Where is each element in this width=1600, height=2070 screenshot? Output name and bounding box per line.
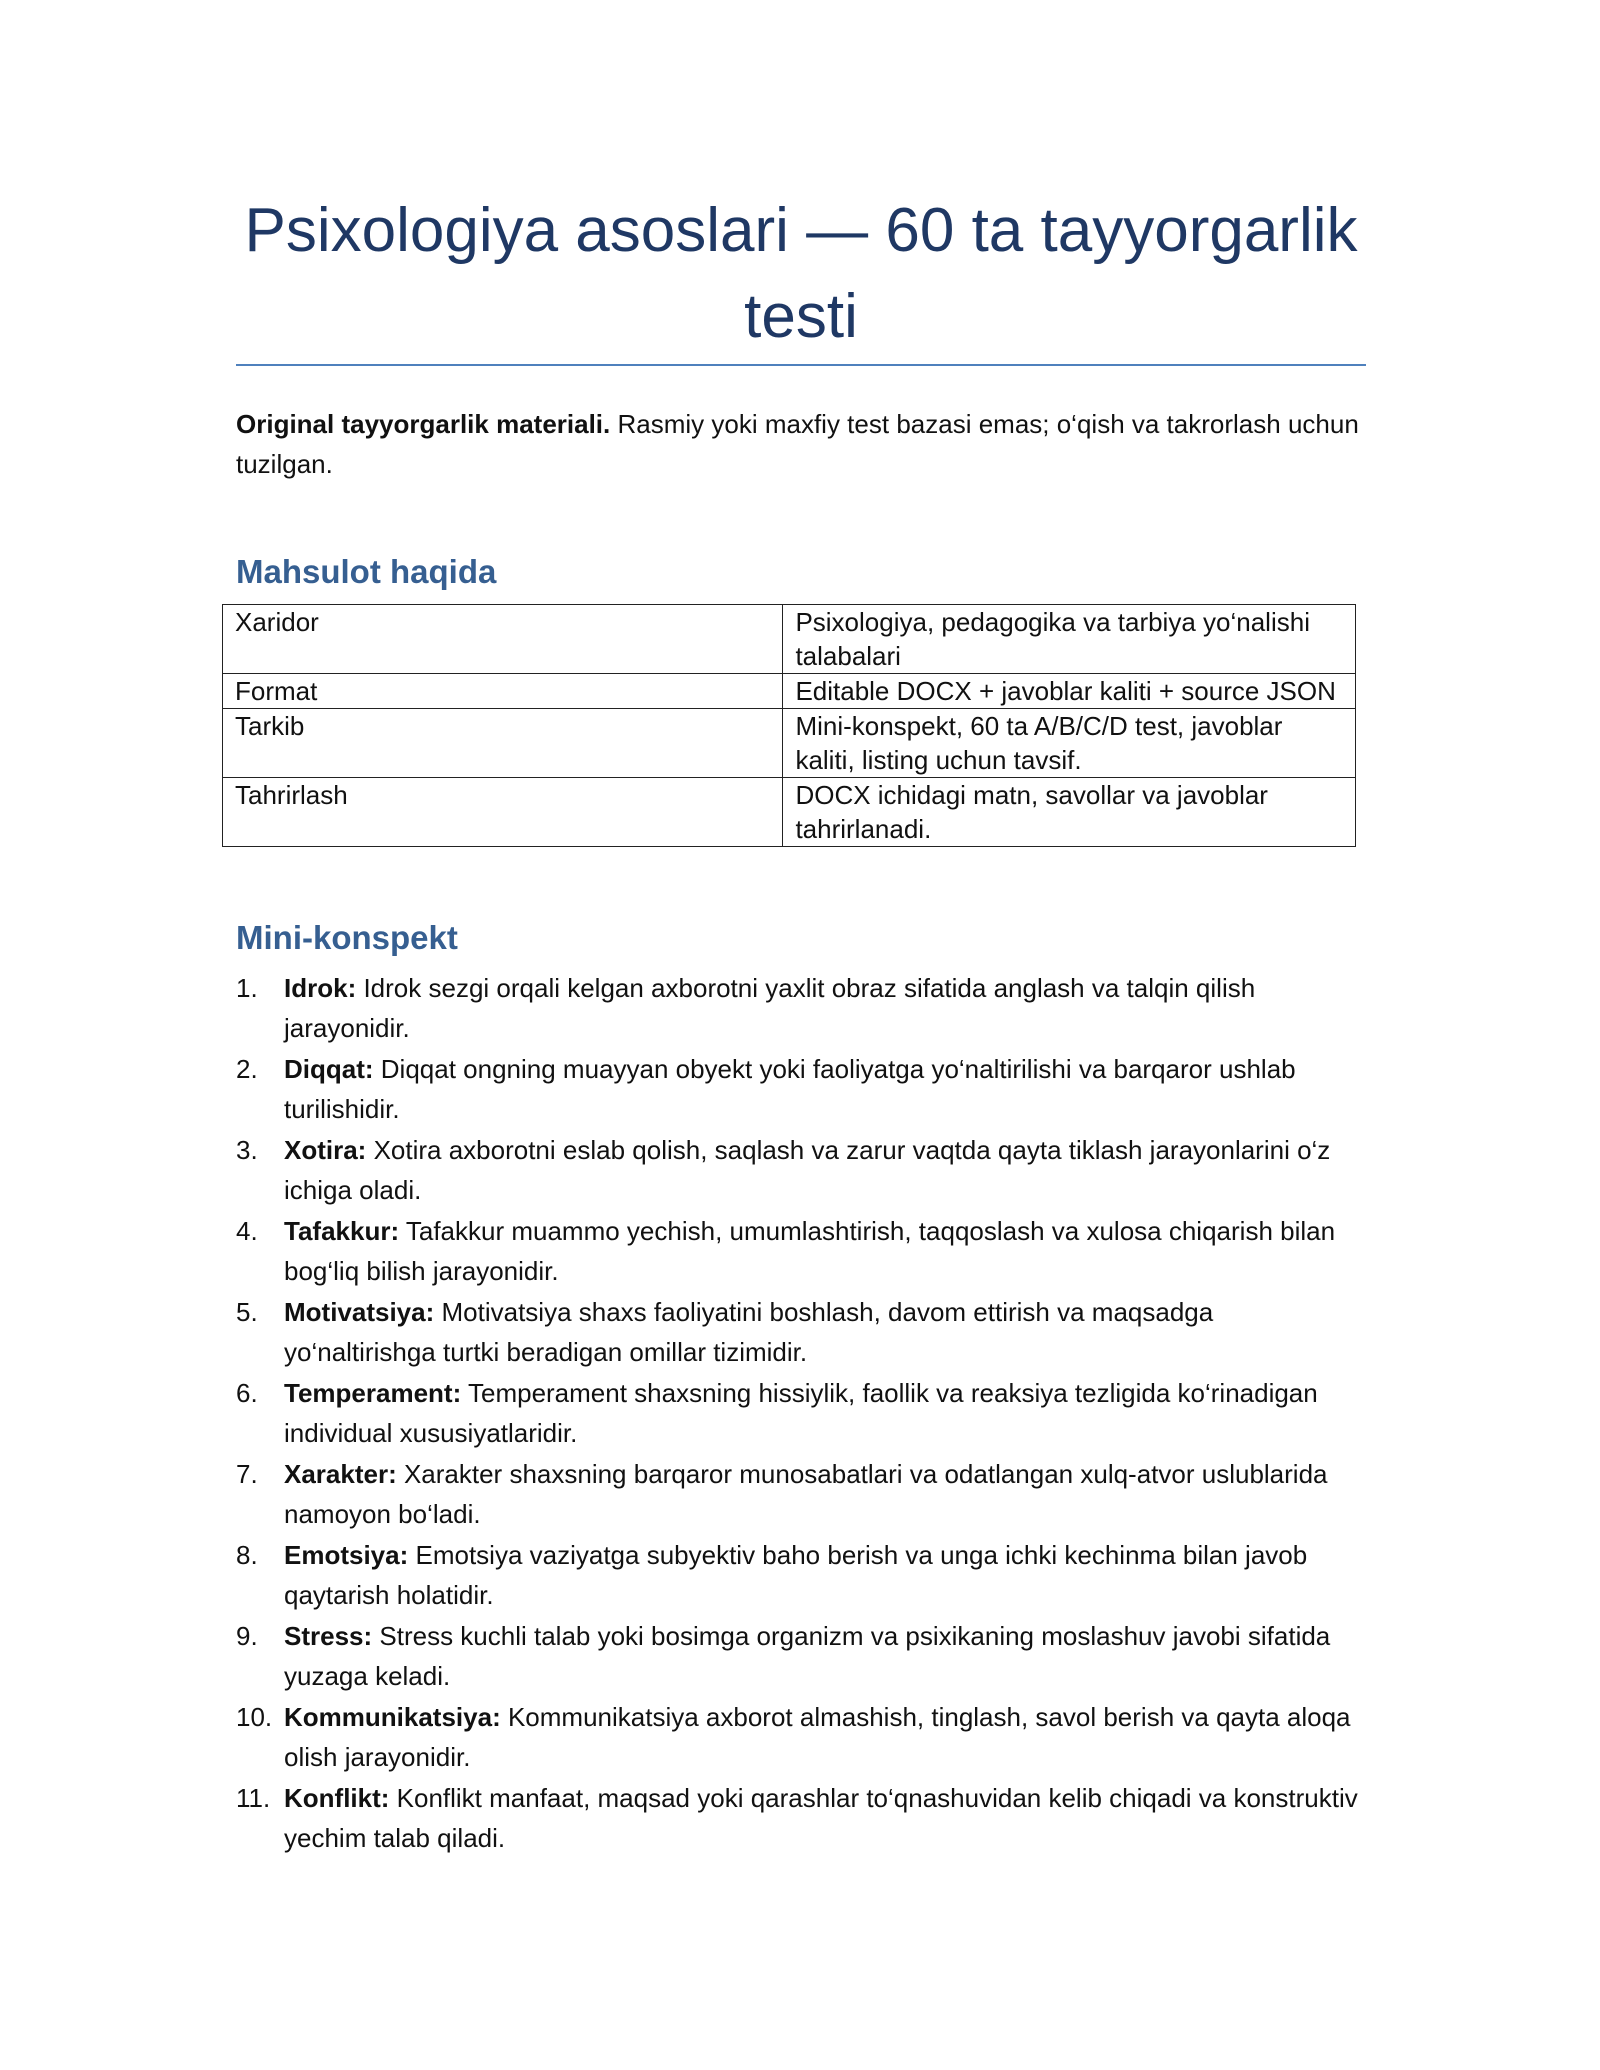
list-term: Temperament:: [284, 1378, 462, 1408]
list-number: 10.: [236, 1702, 273, 1732]
list-text: Motivatsiya shaxs faoliyatini boshlash, davom ettirish va maqsadga yo‘naltirishga turtki beradigan omillar tizimidir.: [284, 1297, 1214, 1367]
list-text: Idrok sezgi orqali kelgan axborotni yaxlit obraz sifatida anglash va talqin qilish jarayonidir.: [284, 973, 1256, 1043]
list-text: Xotira axborotni eslab qolish, saqlash va zarur vaqtda qayta tiklash jarayonlarini o‘z ichiga oladi.: [284, 1135, 1331, 1205]
list-term: Idrok:: [284, 973, 357, 1003]
list-text: Kommunikatsiya axborot almashish, tinglash, savol berish va qayta aloqa olish jarayonidir.: [284, 1702, 1351, 1772]
list-text: Temperament shaxsning hissiylik, faollik va reaksiya tezligida ko‘rinadigan individual xususiyatlaridir.: [284, 1378, 1318, 1448]
list-term: Stress:: [284, 1621, 373, 1651]
list-term: Kommunikatsiya:: [284, 1702, 501, 1732]
list-item: [236, 1616, 1366, 1696]
list-item: [236, 1211, 1366, 1291]
konspekt-list: [236, 968, 1366, 1859]
list-term: Tafakkur:: [284, 1216, 400, 1246]
table-cell-key: Xaridor: [223, 605, 783, 674]
list-term: Motivatsiya:: [284, 1297, 435, 1327]
list-term: Diqqat:: [284, 1054, 374, 1084]
list-item: [236, 1292, 1366, 1372]
list-item: [236, 1778, 1366, 1858]
table-cell-value: DOCX ichidagi matn, savollar va javoblar tahrirlanadi.: [783, 778, 1356, 847]
product-info-table: [222, 604, 1356, 847]
list-text: Konflikt manfaat, maqsad yoki qarashlar to‘qnashuvidan kelib chiqadi va konstruktiv yechim talab qiladi.: [284, 1783, 1358, 1853]
list-text: Diqqat ongning muayyan obyekt yoki faoliyatga yo‘naltirilishi va barqaror ushlab turilishidir.: [284, 1054, 1296, 1124]
list-text: Emotsiya vaziyatga subyektiv baho berish va unga ichki kechinma bilan javob qaytarish holatidir.: [284, 1540, 1308, 1610]
table-row: [223, 778, 1356, 847]
table-cell-value: Mini-konspekt, 60 ta A/B/C/D test, javoblar kaliti, listing uchun tavsif.: [783, 709, 1356, 778]
list-item: [236, 1697, 1366, 1777]
list-number: 1.: [236, 973, 258, 1003]
list-text: Xarakter shaxsning barqaror munosabatlari va odatlangan xulq-atvor uslublarida namoyon bo‘ladi.: [284, 1459, 1328, 1529]
list-item: [236, 1049, 1366, 1129]
list-term: Xarakter:: [284, 1459, 397, 1489]
table-row: [223, 674, 1356, 709]
list-term: Konflikt:: [284, 1783, 390, 1813]
list-number: 4.: [236, 1216, 258, 1246]
list-term: Xotira:: [284, 1135, 367, 1165]
konspekt-heading: Mini-konspekt: [236, 919, 458, 956]
list-number: 5.: [236, 1297, 258, 1327]
list-item: [236, 1454, 1366, 1534]
table-cell-value: Psixologiya, pedagogika va tarbiya yo‘nalishi talabalari: [783, 605, 1356, 674]
intro-bold-lead: Original tayyorgarlik materiali.: [236, 409, 611, 439]
table-row: [223, 605, 1356, 674]
document-title: Psixologiya asoslari — 60 ta tayyorgarlik testi: [244, 196, 1358, 351]
table-cell-value: Editable DOCX + javoblar kaliti + source JSON: [783, 674, 1356, 709]
table-cell-key: Tahrirlash: [223, 778, 783, 847]
table-row: [223, 709, 1356, 778]
list-item: [236, 968, 1366, 1048]
list-item: [236, 1373, 1366, 1453]
list-text: Stress kuchli talab yoki bosimga organizm va psixikaning moslashuv javobi sifatida yuzaga keladi.: [284, 1621, 1331, 1691]
list-number: 7.: [236, 1459, 258, 1489]
table-cell-key: Tarkib: [223, 709, 783, 778]
list-number: 6.: [236, 1378, 258, 1408]
table-cell-key: Format: [223, 674, 783, 709]
intro-text: Rasmiy yoki maxfiy test bazasi emas; o‘qish va takrorlash uchun tuzilgan.: [236, 409, 1359, 479]
list-term: Emotsiya:: [284, 1540, 409, 1570]
list-number: 11.: [236, 1783, 271, 1813]
list-number: 2.: [236, 1054, 258, 1084]
intro-paragraph: [236, 404, 1366, 484]
list-number: 8.: [236, 1540, 258, 1570]
list-number: 9.: [236, 1621, 258, 1651]
title-underline: [236, 364, 1366, 366]
list-number: 3.: [236, 1135, 258, 1165]
product-heading: Mahsulot haqida: [236, 553, 497, 590]
list-text: Tafakkur muammo yechish, umumlashtirish, taqqoslash va xulosa chiqarish bilan bog‘liq bilish jarayonidir.: [284, 1216, 1336, 1286]
list-item: [236, 1130, 1366, 1210]
list-item: [236, 1535, 1366, 1615]
